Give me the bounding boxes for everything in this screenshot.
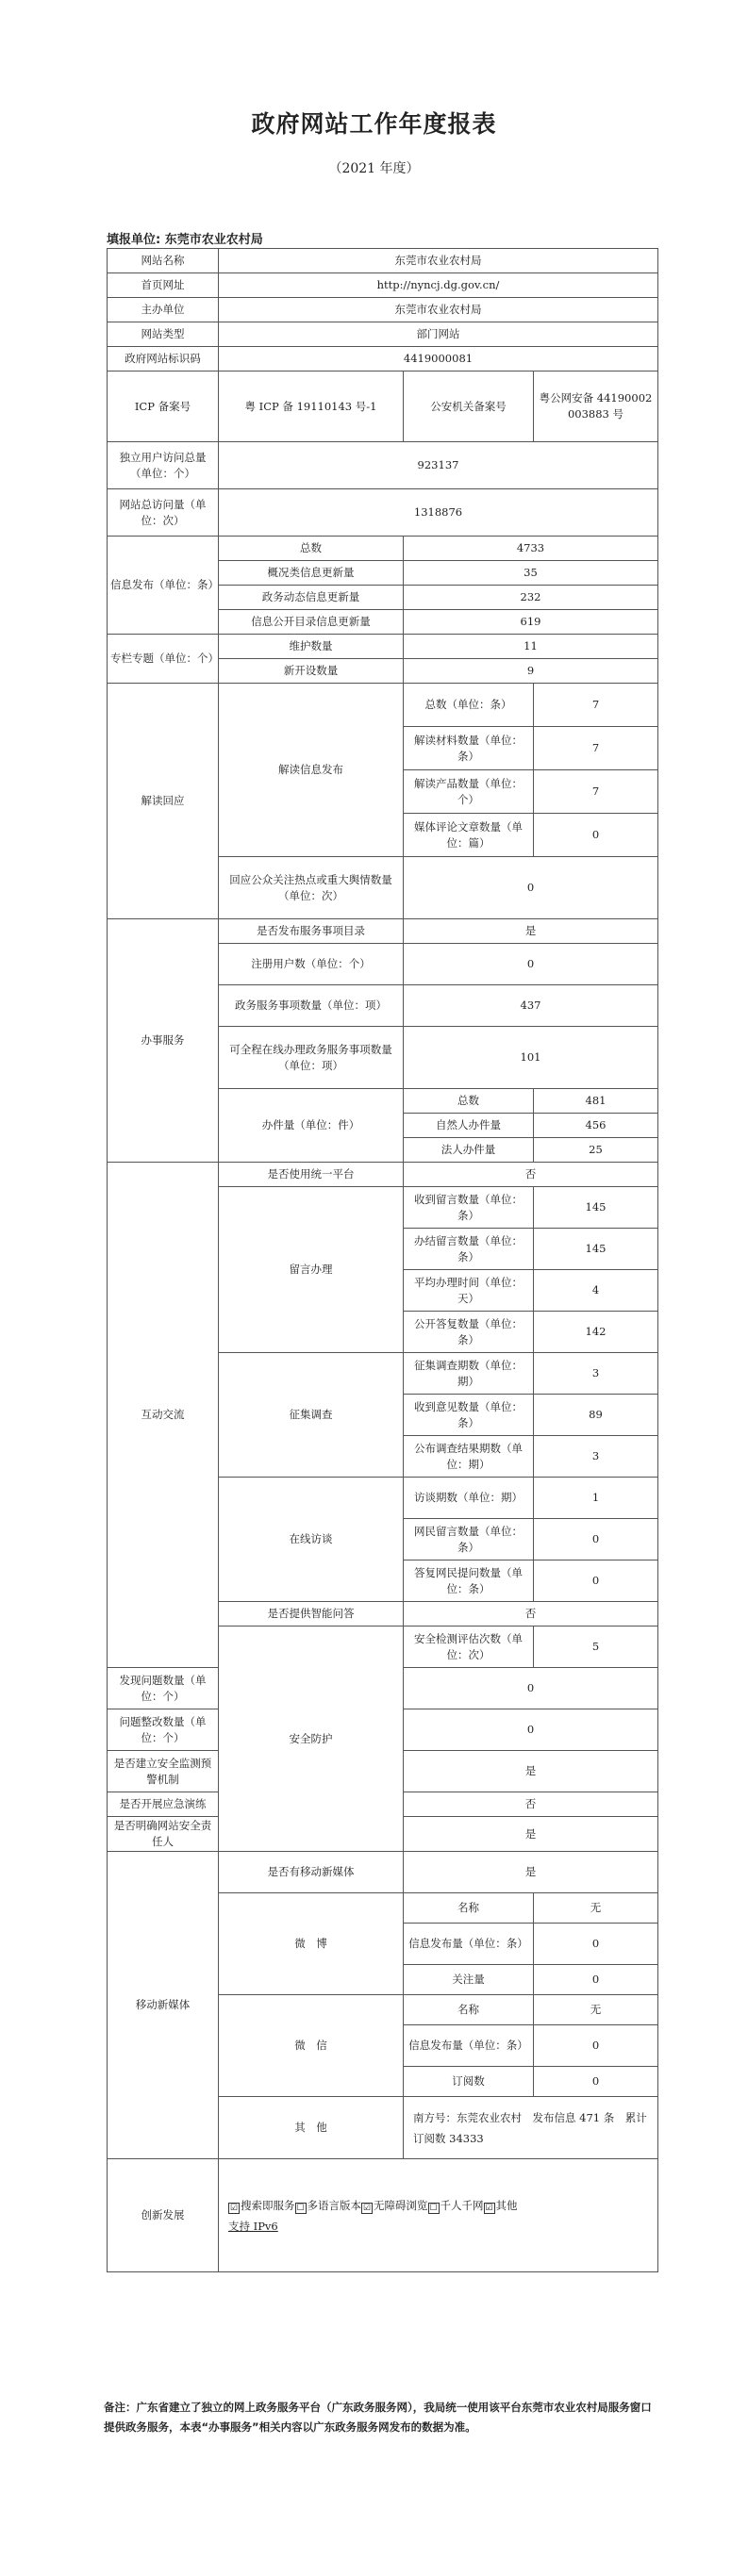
row-type xyxy=(108,322,658,347)
msg-recv-label: 收到留言数量（单位：条） xyxy=(404,1187,534,1229)
security-fixed-value: 0 xyxy=(404,1709,658,1751)
other-media-label: 其 他 xyxy=(219,2097,404,2159)
survey-count-value: 3 xyxy=(534,1353,658,1395)
mobile-label: 移动新媒体 xyxy=(108,1852,219,2159)
columns-label: 专栏专题（单位：个） xyxy=(108,635,219,684)
innovation-label: 创新发展 xyxy=(108,2159,219,2272)
ai-label: 是否提供智能问答 xyxy=(219,1602,404,1627)
msg-avg-value: 4 xyxy=(534,1270,658,1312)
weibo-label: 微 博 xyxy=(219,1893,404,1995)
host-label: 主办单位 xyxy=(108,298,219,322)
info-total-label: 总数 xyxy=(219,537,404,561)
visits-value: 1318876 xyxy=(219,489,658,537)
security-eval-value: 5 xyxy=(534,1627,658,1668)
weibo-follow-label: 关注量 xyxy=(404,1965,534,1995)
weibo-pub-label: 信息发布量（单位：条） xyxy=(404,1924,534,1965)
other-media-value: 南方号：东莞农业农村 发布信息 471 条 累计订阅数 34333 xyxy=(404,2097,658,2159)
msg-recv-value: 145 xyxy=(534,1187,658,1229)
opt-search-checkbox[interactable]: ☑ 搜索即服务 xyxy=(229,2198,295,2213)
interaction-platform-value: 否 xyxy=(404,1163,658,1187)
row-site-name xyxy=(108,249,658,273)
interpret-label: 解读回应 xyxy=(108,684,219,919)
service-vol-person-value: 456 xyxy=(534,1114,658,1138)
service-label: 办事服务 xyxy=(108,919,219,1163)
visitors-value: 923137 xyxy=(219,442,658,489)
info-news-value: 232 xyxy=(404,586,658,610)
survey-result-label: 公布调查结果期数（单位：期） xyxy=(404,1436,534,1478)
security-found-value: 0 xyxy=(404,1668,658,1709)
weibo-name-value: 无 xyxy=(534,1893,658,1924)
footnote: 备注：广东省建立了独立的网上政务服务平台（广东政务服务网），我局统一使用该平台东莞市农业农村局服务窗口提供政务服务，本表“办事服务”相关内容以广东政务服务网发布的数据为准。 xyxy=(104,2401,652,2434)
mobile-has-label: 是否有移动新媒体 xyxy=(219,1852,404,1893)
interpret-total-label: 总数（单位：条） xyxy=(404,684,534,727)
row-home-url xyxy=(108,273,658,298)
interaction-label: 互动交流 xyxy=(108,1163,219,1668)
service-vol-legal-label: 法人办件量 xyxy=(404,1138,534,1163)
columns-maintain-label: 维护数量 xyxy=(219,635,404,659)
service-vol-person-label: 自然人办件量 xyxy=(404,1114,534,1138)
service-online-value: 101 xyxy=(404,1027,658,1089)
icp-label: ICP 备案号 xyxy=(108,372,219,442)
columns-new-label: 新开设数量 xyxy=(219,659,404,684)
survey-opinion-label: 收到意见数量（单位：条） xyxy=(404,1395,534,1436)
site-name-value: 东莞市农业农村局 xyxy=(219,249,658,273)
interview-a-label: 答复网民提问数量（单位：条） xyxy=(404,1560,534,1602)
info-overview-value: 35 xyxy=(404,561,658,586)
wechat-name-label: 名称 xyxy=(404,1995,534,2025)
service-users-value: 0 xyxy=(404,944,658,985)
info-news-label: 政务动态信息更新量 xyxy=(219,586,404,610)
survey-opinion-value: 89 xyxy=(534,1395,658,1436)
security-fixed-label: 问题整改数量（单位：个） xyxy=(108,1709,219,1751)
wechat-pub-value: 0 xyxy=(534,2025,658,2067)
row-icp xyxy=(108,372,658,442)
security-eval-label: 安全检测评估次数（单位：次） xyxy=(404,1627,534,1668)
interpret-media-value: 0 xyxy=(534,814,658,857)
interpret-material-label: 解读材料数量（单位：条） xyxy=(404,727,534,770)
filling-unit: 填报单位: 东莞市农业农村局 xyxy=(107,233,263,247)
visits-label: 网站总访问量（单位：次） xyxy=(108,489,219,537)
icp-value: 粤 ICP 备 19110143 号-1 xyxy=(219,372,404,442)
opt-multilang-checkbox[interactable]: ☐ 多语言版本 xyxy=(296,2198,361,2213)
interview-a-value: 0 xyxy=(534,1560,658,1602)
msg-public-value: 142 xyxy=(534,1312,658,1353)
type-label: 网站类型 xyxy=(108,322,219,347)
wechat-pub-label: 信息发布量（单位：条） xyxy=(404,2025,534,2067)
interaction-platform-label: 是否使用统一平台 xyxy=(219,1163,404,1187)
msg-done-label: 办结留言数量（单位：条） xyxy=(404,1229,534,1270)
interview-count-label: 访谈期数（单位：期） xyxy=(404,1478,534,1519)
site-name-label: 网站名称 xyxy=(108,249,219,273)
report-year: （2021 年度） xyxy=(328,161,420,176)
row-code xyxy=(108,347,658,372)
info-catalog-value: 619 xyxy=(404,610,658,635)
columns-new-value: 9 xyxy=(404,659,658,684)
service-volume-label: 办件量（单位：件） xyxy=(219,1089,404,1163)
security-owner-label: 是否明确网站安全责任人 xyxy=(108,1817,219,1852)
interpret-respond-label: 回应公众关注热点或重大舆情数量（单位：次） xyxy=(219,857,404,919)
info-total-value: 4733 xyxy=(404,537,658,561)
security-label: 安全防护 xyxy=(219,1627,404,1852)
weibo-pub-value: 0 xyxy=(534,1924,658,1965)
security-monitor-label: 是否建立安全监测预警机制 xyxy=(108,1751,219,1792)
msg-avg-label: 平均办理时间（单位：天） xyxy=(404,1270,534,1312)
wechat-sub-label: 订阅数 xyxy=(404,2067,534,2097)
report-table xyxy=(107,248,658,2272)
service-catalog-value: 是 xyxy=(404,919,658,944)
page-title: 政府网站工作年度报表 xyxy=(251,110,497,138)
interpret-total-value: 7 xyxy=(534,684,658,727)
innovation-options xyxy=(219,2159,658,2272)
row-visits xyxy=(108,489,658,537)
interpret-product-value: 7 xyxy=(534,770,658,814)
interview-label: 在线访谈 xyxy=(219,1478,404,1602)
interpret-respond-value: 0 xyxy=(404,857,658,919)
innovation-other-text: 支持 IPv6 xyxy=(228,2219,278,2233)
mobile-has-value: 是 xyxy=(404,1852,658,1893)
service-items-label: 政务服务事项数量（单位：项） xyxy=(219,985,404,1027)
survey-count-label: 征集调查期数（单位：期） xyxy=(404,1353,534,1395)
interpret-material-value: 7 xyxy=(534,727,658,770)
home-url-value[interactable]: http://nyncj.dg.gov.cn/ xyxy=(219,273,658,298)
msg-label: 留言办理 xyxy=(219,1187,404,1353)
row-visitors xyxy=(108,442,658,489)
info-pub-label: 信息发布（单位：条） xyxy=(108,537,219,635)
survey-label: 征集调查 xyxy=(219,1353,404,1478)
columns-maintain-value: 11 xyxy=(404,635,658,659)
type-value: 部门网站 xyxy=(219,322,658,347)
security-owner-value: 是 xyxy=(404,1817,658,1852)
interpret-pub-label: 解读信息发布 xyxy=(219,684,404,857)
security-monitor-value: 是 xyxy=(404,1751,658,1792)
wechat-label: 微 信 xyxy=(219,1995,404,2097)
service-vol-total-value: 481 xyxy=(534,1089,658,1114)
opt-other-checkbox[interactable]: ☑ 其他 xyxy=(485,2198,518,2213)
survey-result-value: 3 xyxy=(534,1436,658,1478)
security-found-label: 发现问题数量（单位：个） xyxy=(108,1668,219,1709)
security-drill-label: 是否开展应急演练 xyxy=(108,1792,219,1817)
info-catalog-label: 信息公开目录信息更新量 xyxy=(219,610,404,635)
security-drill-value: 否 xyxy=(404,1792,658,1817)
ai-value: 否 xyxy=(404,1602,658,1627)
visitors-label: 独立用户访问总量（单位：个） xyxy=(108,442,219,489)
service-users-label: 注册用户数（单位：个） xyxy=(219,944,404,985)
opt-accessible-checkbox[interactable]: ☑ 无障碍浏览 xyxy=(362,2198,428,2213)
code-label: 政府网站标识码 xyxy=(108,347,219,372)
row-host xyxy=(108,298,658,322)
service-vol-legal-value: 25 xyxy=(534,1138,658,1163)
wechat-sub-value: 0 xyxy=(534,2067,658,2097)
wechat-name-value: 无 xyxy=(534,1995,658,2025)
interpret-media-label: 媒体评论文章数量（单位：篇） xyxy=(404,814,534,857)
msg-public-label: 公开答复数量（单位：条） xyxy=(404,1312,534,1353)
interpret-product-label: 解读产品数量（单位：个） xyxy=(404,770,534,814)
police-label: 公安机关备案号 xyxy=(404,372,534,442)
host-value: 东莞市农业农村局 xyxy=(219,298,658,322)
home-url-label: 首页网址 xyxy=(108,273,219,298)
interview-count-value: 1 xyxy=(534,1478,658,1519)
code-value: 4419000081 xyxy=(219,347,658,372)
opt-personalized-checkbox[interactable]: ☐ 千人千网 xyxy=(429,2198,484,2213)
info-overview-label: 概况类信息更新量 xyxy=(219,561,404,586)
service-vol-total-label: 总数 xyxy=(404,1089,534,1114)
police-value: 粤公网安备 44190002003883 号 xyxy=(534,372,658,442)
interview-q-value: 0 xyxy=(534,1519,658,1560)
interview-q-label: 网民留言数量（单位：条） xyxy=(404,1519,534,1560)
msg-done-value: 145 xyxy=(534,1229,658,1270)
service-catalog-label: 是否发布服务事项目录 xyxy=(219,919,404,944)
service-online-label: 可全程在线办理政务服务事项数量（单位：项） xyxy=(219,1027,404,1089)
service-items-value: 437 xyxy=(404,985,658,1027)
weibo-follow-value: 0 xyxy=(534,1965,658,1995)
weibo-name-label: 名称 xyxy=(404,1893,534,1924)
